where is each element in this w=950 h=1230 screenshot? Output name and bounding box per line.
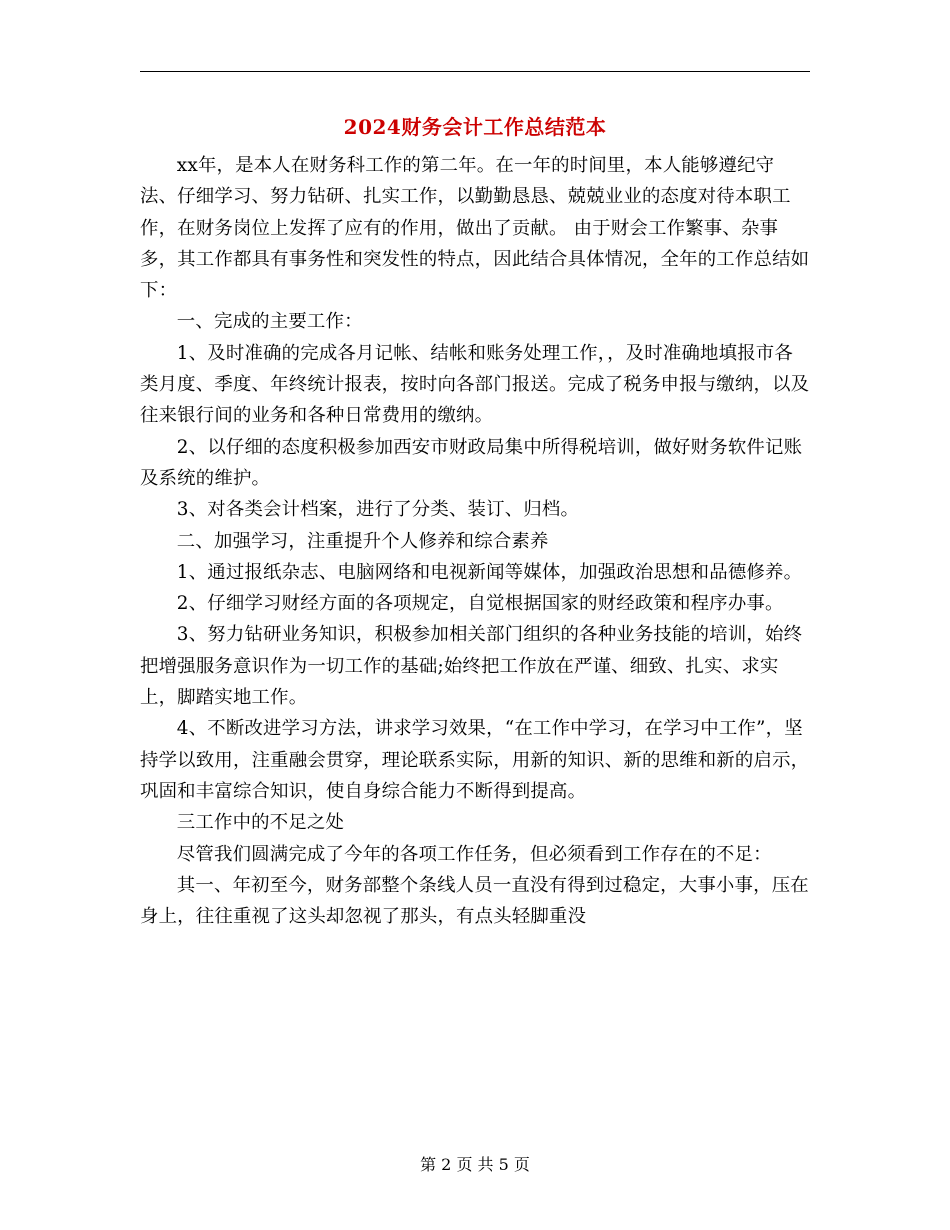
section-heading: 三工作中的不足之处 bbox=[176, 812, 345, 834]
paragraph: 1、及时准确的完成各月记帐、结帐和账务处理工作，，及时准确地填报市各类月度、季度、年终统计报表，按时向各部门报送。完成了税务申报与缴纳，以及往来银行间的业务和各种日常费用的缴纳。 bbox=[140, 342, 810, 427]
paragraph: 2、以仔细的态度积极参加西安市财政局集中所得税培训，做好财务软件记账及系统的维护。 bbox=[140, 436, 803, 489]
document-title: 2024财务会计工作总结范本 bbox=[343, 115, 607, 139]
paragraph: 其一、年初至今，财务部整个条线人员一直没有得到过稳定，大事小事，压在身上，往往重视了这头却忽视了那头，有点头轻脚重没 bbox=[140, 874, 809, 928]
section-heading: 二、加强学习，注重提升个人修养和综合素养 bbox=[176, 530, 549, 552]
page-number-footer: 第 2 页 共 5 页 bbox=[420, 1155, 530, 1174]
document-body bbox=[140, 150, 810, 932]
paragraph: 1、通过报纸杂志、电脑网络和电视新闻等媒体，加强政治思想和品德修养。 bbox=[176, 561, 803, 583]
header-rule bbox=[140, 71, 810, 72]
paragraph: 4、不断改进学习方法，讲求学习效果，“在工作中学习，在学习中工作”，坚持学以致用，注重融会贯穿，理论联系实际，用新的知识、新的思维和新的启示，巩固和丰富综合知识，使自身综合能力不断得到提高。 bbox=[140, 718, 810, 802]
paragraph: 3、对各类会计档案，进行了分类、装订、归档。 bbox=[176, 499, 580, 521]
paragraph: 2、仔细学习财经方面的各项规定，自觉根据国家的财经政策和程序办事。 bbox=[176, 593, 784, 615]
section-heading: 一、完成的主要工作： bbox=[176, 311, 363, 333]
paragraph: 3、努力钻研业务知识，积极参加相关部门组织的各种业务技能的培训，始终把增强服务意识作为一切工作的基础;始终把工作放在严谨、细致、扎实、求实上，脚踏实地工作。 bbox=[140, 624, 803, 709]
paragraph: xx年，是本人在财务科工作的第二年。在一年的时间里，本人能够遵纪守法、仔细学习、努力钻研、扎实工作，以勤勤恳恳、兢兢业业的态度对待本职工作，在财务岗位上发挥了应有的作用，做出了贡献。 由于财会工作繁事、杂事多，其工作都具有事务性和突发性的特点，因此结合具体情况，全年的工作总结如下： bbox=[140, 155, 810, 302]
paragraph: 尽管我们圆满完成了今年的各项工作任务，但必须看到工作存在的不足： bbox=[176, 843, 772, 865]
